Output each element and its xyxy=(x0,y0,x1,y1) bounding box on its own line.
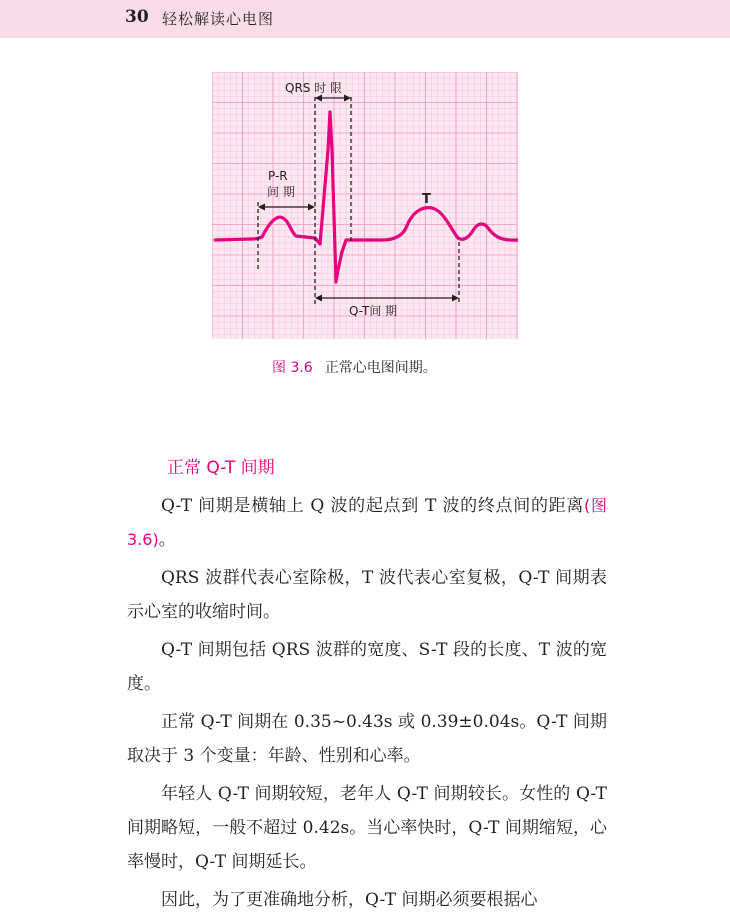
qrs-duration-label: QRS 时 限 xyxy=(285,81,343,95)
qt-interval-label: Q-T间 期 xyxy=(349,304,398,318)
figure-caption xyxy=(272,357,437,377)
paragraph-1-end: 。 xyxy=(158,530,176,550)
caption-number: 图 3.6 xyxy=(272,360,313,376)
paragraph-1-text: Q-T 间期是横轴上 Q 波的起点到 T 波的终点间的距离 xyxy=(161,496,585,516)
section-heading: 正常 Q-T 间期 xyxy=(167,458,275,478)
paragraph-4: 正常 Q-T 间期在 0.35~0.43s 或 0.39±0.04s。Q-T 间期取决于 3 个变量：年龄、性别和心率。 xyxy=(127,712,607,766)
pr-label-line2: 间 期 xyxy=(267,185,295,199)
paragraph-2: QRS 波群代表心室除极，T 波代表心室复极，Q-T 间期表示心室的收缩时间。 xyxy=(127,568,607,622)
t-wave-label: T xyxy=(422,192,431,207)
ecg-diagram xyxy=(212,72,518,339)
paragraph-6: 因此，为了更准确地分析，Q-T 间期必须要根据心 xyxy=(161,890,538,910)
body-text xyxy=(127,489,607,921)
book-title: 轻松解读心电图 xyxy=(162,10,275,28)
caption-text: 正常心电图间期。 xyxy=(324,360,437,376)
figure-reference-link[interactable]: (图 3.6) xyxy=(127,496,607,549)
page-number: 30 xyxy=(125,7,149,27)
paragraph-3: Q-T 间期包括 QRS 波群的宽度、S-T 段的长度、T 波的宽度。 xyxy=(127,640,607,694)
paragraph-5: 年轻人 Q-T 间期较短，老年人 Q-T 间期较长。女性的 Q-T 间期略短，一般不超过 0.42s。当心率快时，Q-T 间期缩短，心率慢时，Q-T 间期延长。 xyxy=(127,784,607,872)
header-band xyxy=(0,0,730,38)
paragraph-1 xyxy=(127,489,607,557)
pr-label-line1: P-R xyxy=(268,169,288,183)
ecg-figure xyxy=(212,72,518,339)
